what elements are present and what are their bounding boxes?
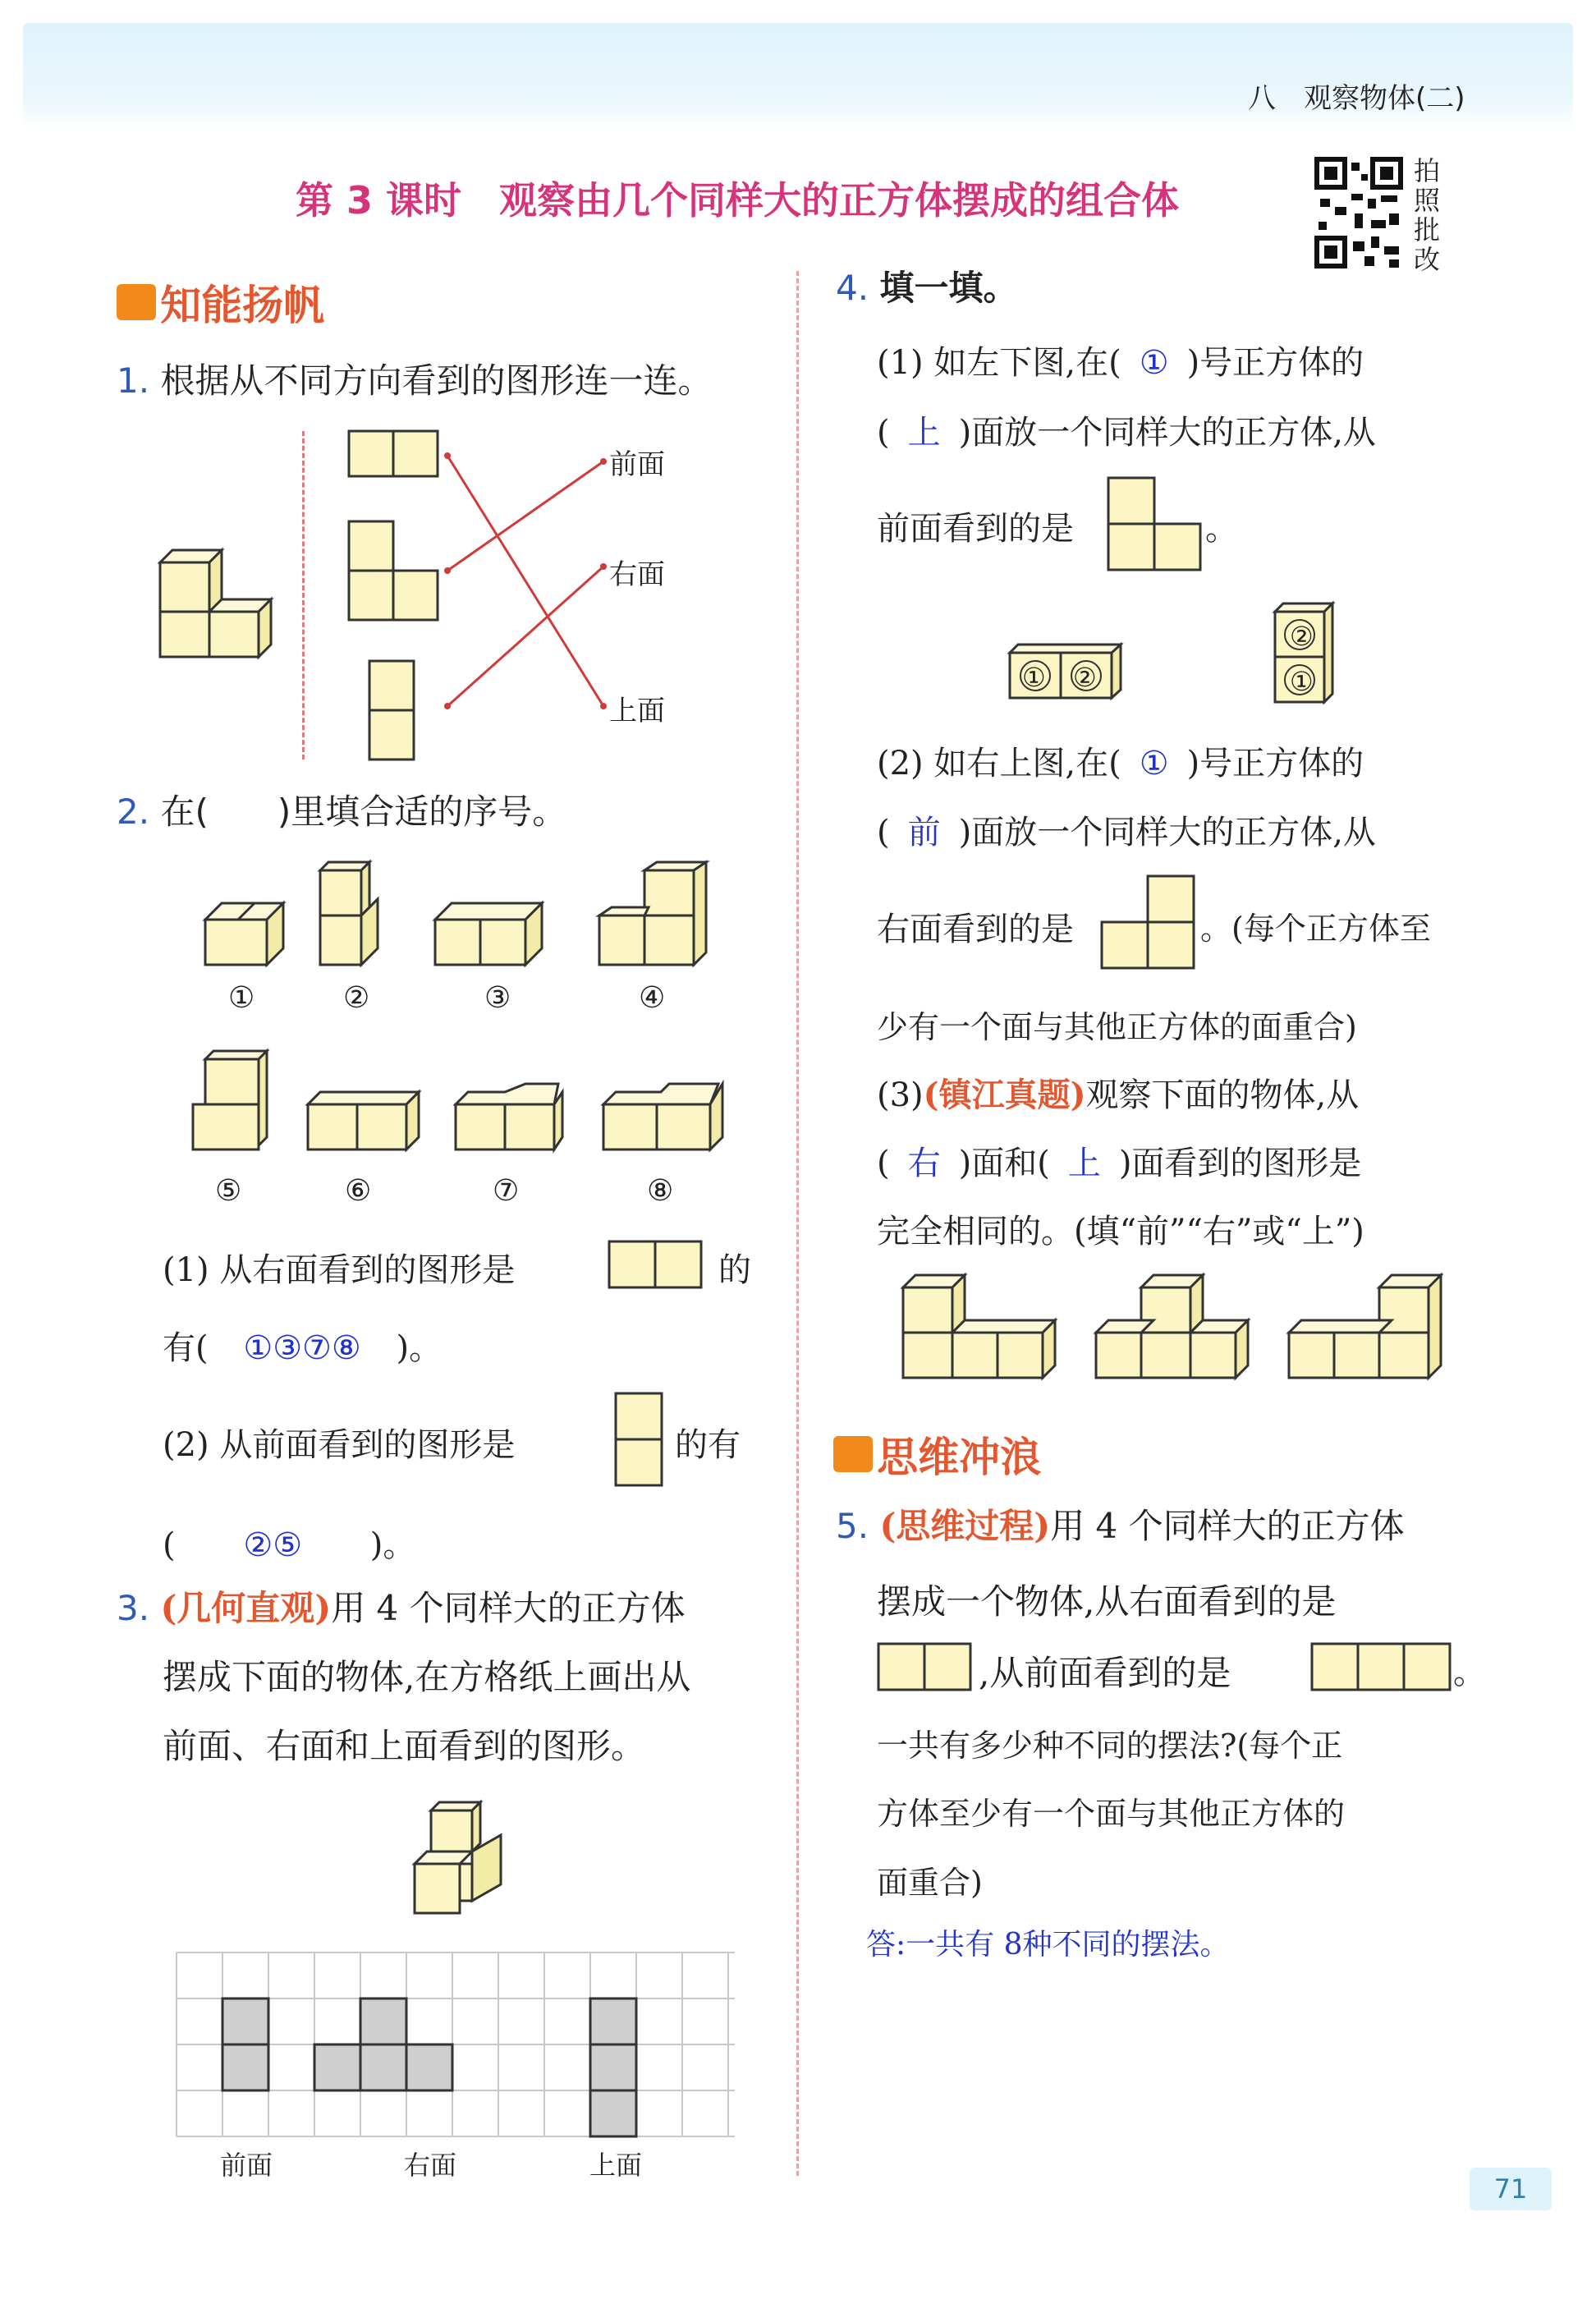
q4-p3-line1	[877, 1069, 1359, 1116]
q4-p1-line3: 前面看到的是	[877, 510, 1074, 548]
q2-p1-c: 有(	[163, 1329, 209, 1367]
q4-p2-line1	[877, 737, 1364, 784]
q3	[117, 1585, 765, 1770]
front-view-cell	[222, 1998, 268, 2044]
q3-grid-paper	[177, 1953, 735, 2141]
q4-p2-line4: 少有一个面与其他正方体的面重合)	[877, 1009, 1357, 1045]
q4-p2-text-b: )号正方体的	[1186, 745, 1364, 782]
shape-8	[603, 1084, 722, 1150]
section-basic-title: 知能扬帆	[160, 282, 325, 329]
q4-p2-text-d: )面放一个同样大的正方体,从	[958, 814, 1376, 851]
wave-icon	[833, 1436, 873, 1472]
q2-part1-line2	[163, 1322, 442, 1369]
q2-label-5: ⑤	[215, 1174, 242, 1208]
q4-p3-answer1[interactable]: 右	[907, 1145, 941, 1182]
q4-p3-line2	[877, 1137, 1361, 1184]
q5-right-view	[877, 1642, 975, 1693]
shape-4	[599, 862, 706, 965]
top-view-cell	[590, 2044, 636, 2090]
shape-3	[435, 903, 542, 965]
q1-label-right: 右面	[609, 558, 665, 591]
q1-text: 根据从不同方向看到的图形连一连。	[160, 360, 713, 401]
q2-p2-d: )。	[369, 1526, 416, 1564]
q5-line3a: ,从前面看到的是	[979, 1653, 1231, 1693]
q1-label-top: 上面	[609, 695, 665, 727]
q4-p1-answer2[interactable]: 上	[907, 414, 941, 452]
q4-p1-figure	[1107, 476, 1205, 575]
q3-solid-figure	[410, 1798, 517, 1921]
q2-number: 2.	[117, 792, 150, 832]
match-line-2	[447, 461, 603, 571]
right-view-cell	[406, 2044, 452, 2090]
shape-2	[320, 862, 378, 965]
q4-p2-answer2[interactable]: 前	[907, 814, 941, 851]
section-advanced	[833, 1425, 1041, 1484]
qr-label: 拍照批改	[1414, 155, 1441, 275]
q1-dashed-separator	[302, 431, 305, 759]
shape-5	[193, 1051, 267, 1150]
q4-p2-figure	[1100, 874, 1199, 973]
q2-p2-a: (2) 从前面看到的图形是	[163, 1426, 516, 1464]
q1-label-front: 前面	[609, 448, 665, 481]
q5-line4: 一共有多少种不同的摆法?(每个正	[877, 1728, 1343, 1764]
sail-icon	[117, 284, 156, 320]
q2-p1-b: 的	[718, 1251, 751, 1289]
q4-solid-c	[1285, 1271, 1449, 1382]
q2-part1-line1	[163, 1244, 515, 1291]
q4-p3-tag: (镇江真题)	[923, 1076, 1086, 1114]
q2-part2-line2	[163, 1519, 415, 1566]
q1-solid-figure	[156, 542, 279, 657]
page-number: 71	[1470, 2168, 1552, 2210]
q2-shapes-row1	[197, 858, 722, 981]
q4-p3-text-e: )面看到的图形是	[1118, 1145, 1362, 1182]
q3-label-top: 上面	[589, 2150, 643, 2181]
q2-text: 在( )里填合适的序号。	[160, 792, 567, 832]
q4-p3-line3: 完全相同的。(填“前”“右”或“上”)	[877, 1213, 1364, 1250]
match-line-3	[447, 567, 603, 706]
right-view-cell	[314, 2044, 360, 2090]
q2-p1-figure	[608, 1240, 706, 1291]
q5-line2: 摆成一个物体,从右面看到的是	[877, 1581, 1337, 1622]
section-advanced-title: 思维冲浪	[877, 1434, 1042, 1481]
q4-p2-line2	[877, 806, 1376, 853]
q2-p2-c: (	[163, 1526, 176, 1564]
q3-tag: (几何直观)	[160, 1588, 332, 1628]
q4-p2-text-c: (	[877, 814, 890, 851]
q4-p3-text-b: 观察下面的物体,从	[1085, 1076, 1360, 1114]
shape-6	[308, 1092, 419, 1150]
q2-label-4: ④	[639, 981, 666, 1015]
shape-1	[205, 903, 283, 965]
q1-views	[345, 427, 640, 755]
q5-number: 5.	[836, 1506, 869, 1546]
top-view-cell	[590, 2090, 636, 2136]
q4-p2-line3-end: 。(每个正方体至	[1200, 911, 1431, 947]
q4-p1-text-a: (1) 如左下图,在(	[877, 344, 1121, 382]
q4-p2-line3: 右面看到的是	[877, 911, 1074, 948]
q4-title: 填一填。	[879, 268, 1018, 308]
right-view-cell	[360, 1998, 406, 2044]
q5-tag: (思维过程)	[879, 1506, 1051, 1546]
q5-line5: 方体至少有一个面与其他正方体的	[877, 1796, 1346, 1832]
q2-label-7: ⑦	[493, 1174, 520, 1208]
q2-p2-b: 的有	[675, 1426, 741, 1464]
q4-p1-line2	[877, 406, 1376, 453]
q2-label-3: ③	[484, 981, 511, 1015]
q5-line3b: 。	[1453, 1654, 1486, 1691]
q3-label-front: 前面	[220, 2150, 273, 2181]
q2-p1-d: )。	[396, 1329, 443, 1367]
q4-p1-answer1[interactable]: ①	[1139, 344, 1169, 382]
q4-cube-label-1: ①	[1022, 662, 1046, 693]
shape-7	[456, 1084, 562, 1150]
q5-answer[interactable]: 答:一共有 8种不同的摆法。	[866, 1928, 1230, 1962]
q2-p2-figure	[614, 1392, 665, 1490]
q4-p3-answer2[interactable]: 上	[1067, 1145, 1101, 1182]
q2-shapes-row2	[189, 1047, 731, 1170]
q5-line1	[836, 1503, 1405, 1550]
q4-p1-text-c: (	[877, 414, 890, 452]
q4-p1-line1	[877, 337, 1364, 383]
front-view-cell	[222, 2044, 268, 2090]
q4-cube-label-3: ②	[1290, 621, 1314, 652]
top-view-cell	[590, 1998, 636, 2044]
q4-p1-line3-end: 。	[1205, 510, 1238, 548]
q4-p3-text-d: )面和(	[958, 1145, 1050, 1182]
q4-p2-text-a: (2) 如右上图,在(	[877, 745, 1121, 782]
q4-solid-a	[899, 1271, 1063, 1382]
q4-cube-label-4: ①	[1290, 666, 1314, 697]
column-divider	[796, 271, 799, 2176]
q4-p3-text-c: (	[877, 1145, 890, 1182]
q4-cube-label-2: ②	[1073, 662, 1097, 693]
right-view-cell	[360, 2044, 406, 2090]
section-basic	[117, 273, 324, 332]
match-line-1	[447, 456, 603, 706]
q4-p1-text-d: )面放一个同样大的正方体,从	[958, 414, 1376, 452]
q5-text1: 用 4 个同样大的正方体	[1050, 1506, 1405, 1546]
q4-solid-b	[1092, 1271, 1256, 1382]
q2	[117, 788, 566, 836]
q4-right-cubes	[1271, 599, 1337, 714]
q2-label-8: ⑧	[647, 1174, 674, 1208]
q4-p1-text-b: )号正方体的	[1186, 344, 1364, 382]
q3-line2: 摆成下面的物体,在方格纸上画出从	[163, 1657, 691, 1697]
q2-label-6: ⑥	[345, 1174, 372, 1208]
q5-front-view	[1310, 1642, 1458, 1693]
q4-number: 4.	[836, 268, 869, 308]
q1-number: 1.	[117, 360, 150, 401]
q4-p2-answer1[interactable]: ①	[1139, 745, 1169, 782]
q5-line6: 面重合)	[877, 1865, 983, 1901]
lesson-title: 第 3 课时 观察由几个同样大的正方体摆成的组合体	[296, 178, 1180, 223]
q3-line3: 前面、右面和上面看到的图形。	[163, 1726, 646, 1766]
q2-p1-a: (1) 从右面看到的图形是	[163, 1251, 516, 1289]
q1	[117, 357, 712, 405]
qr-code-icon[interactable]	[1314, 156, 1404, 271]
q2-p1-answer[interactable]: ①③⑦⑧	[243, 1329, 361, 1367]
q3-number: 3.	[117, 1588, 150, 1628]
q4	[836, 264, 1017, 312]
q2-label-2: ②	[343, 981, 370, 1015]
q2-label-1: ①	[228, 981, 255, 1015]
q4-p3-text-a: (3)	[877, 1076, 924, 1114]
q2-p2-answer[interactable]: ②⑤	[243, 1526, 303, 1564]
q3-label-right: 右面	[404, 2150, 457, 2181]
q3-line1: 用 4 个同样大的正方体	[331, 1588, 686, 1628]
chapter-title: 八 观察物体(二)	[1248, 82, 1465, 115]
